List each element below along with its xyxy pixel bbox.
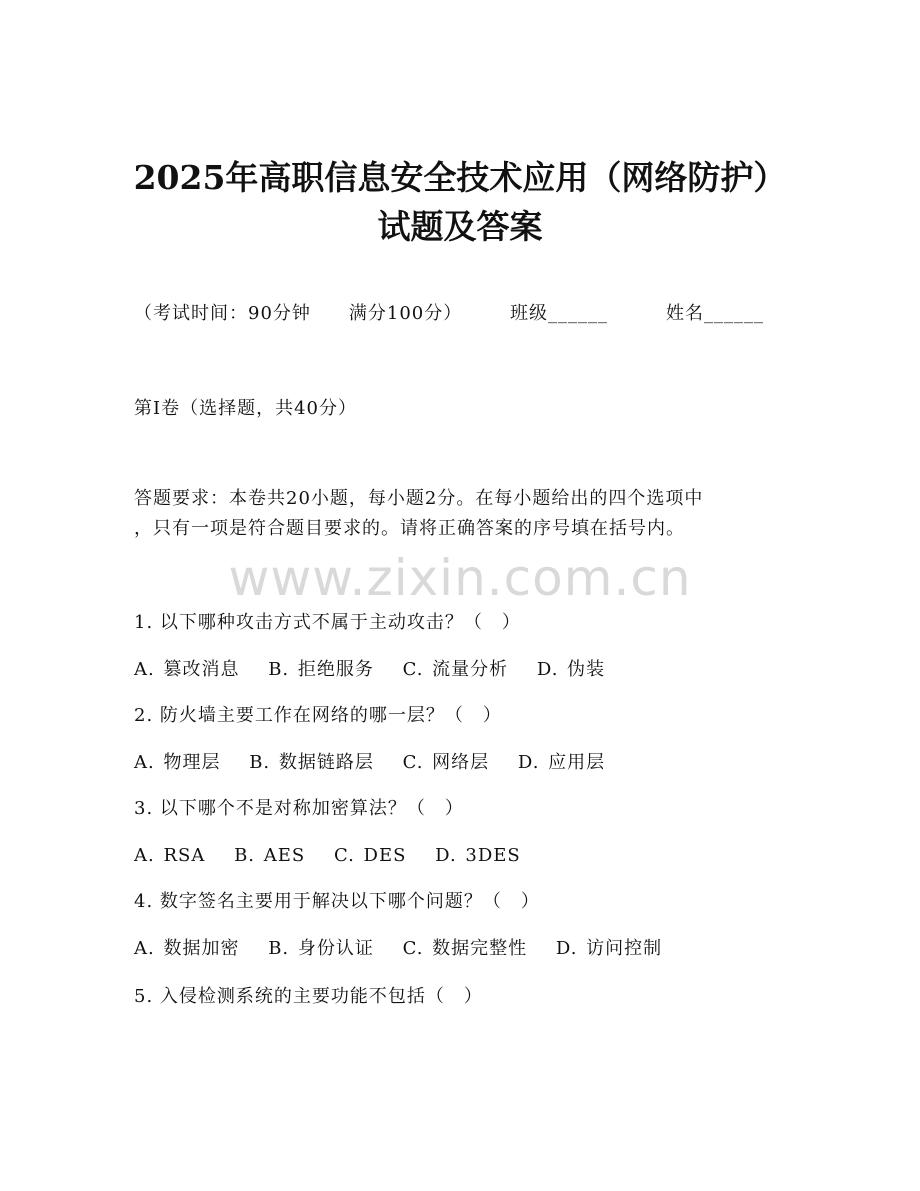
question-stem: 2. 防火墙主要工作在网络的哪一层？（ ） bbox=[134, 705, 502, 726]
option-b: B. 身份认证 bbox=[268, 938, 374, 959]
option-d: D. 3DES bbox=[435, 845, 521, 866]
option-d: D. 伪装 bbox=[536, 659, 606, 680]
name-field: 姓名______ bbox=[666, 303, 764, 324]
question-options bbox=[134, 657, 625, 683]
option-c: C. DES bbox=[333, 845, 407, 866]
option-a: A. 数据加密 bbox=[134, 938, 240, 959]
class-field: 班级______ bbox=[510, 303, 608, 324]
option-b: B. 数据链路层 bbox=[249, 752, 374, 773]
option-c: C. 流量分析 bbox=[402, 659, 509, 680]
section-title: 第Ⅰ卷（选择题，共40分） bbox=[134, 398, 358, 419]
question-options bbox=[134, 750, 625, 776]
watermark: www.zixin.com.cn bbox=[228, 549, 692, 607]
option-b: B. 拒绝服务 bbox=[268, 659, 374, 680]
document-title-line-2: 试题及答案 bbox=[377, 207, 543, 246]
option-a: A. 物理层 bbox=[134, 752, 221, 773]
requirements-line-1: 答题要求：本卷共20小题，每小题2分。在每小题给出的四个选项中 bbox=[134, 488, 704, 509]
exam-info: （考试时间：90分钟 满分100分） bbox=[134, 303, 463, 324]
document-title-line-1: 2025年高职信息安全技术应用（网络防护） bbox=[133, 158, 787, 197]
option-d: D. 访问控制 bbox=[555, 938, 663, 959]
question-stem: 3. 以下哪个不是对称加密算法？（ ） bbox=[134, 798, 464, 819]
option-c: C. 数据完整性 bbox=[402, 938, 528, 959]
option-b: B. AES bbox=[234, 845, 306, 866]
option-a: A. RSA bbox=[134, 845, 206, 866]
question-stem: 4. 数字签名主要用于解决以下哪个问题？（ ） bbox=[134, 891, 540, 912]
option-c: C. 网络层 bbox=[402, 752, 490, 773]
requirements-line-2: ，只有一项是符合题目要求的。请将正确答案的序号填在括号内。 bbox=[134, 518, 685, 539]
option-d: D. 应用层 bbox=[517, 752, 606, 773]
option-a: A. 篡改消息 bbox=[134, 659, 240, 680]
question-stem: 5. 入侵检测系统的主要功能不包括（ ） bbox=[134, 986, 483, 1007]
question-stem: 1. 以下哪种攻击方式不属于主动攻击？（ ） bbox=[134, 612, 521, 633]
question-options bbox=[134, 843, 541, 869]
question-options bbox=[134, 936, 682, 962]
